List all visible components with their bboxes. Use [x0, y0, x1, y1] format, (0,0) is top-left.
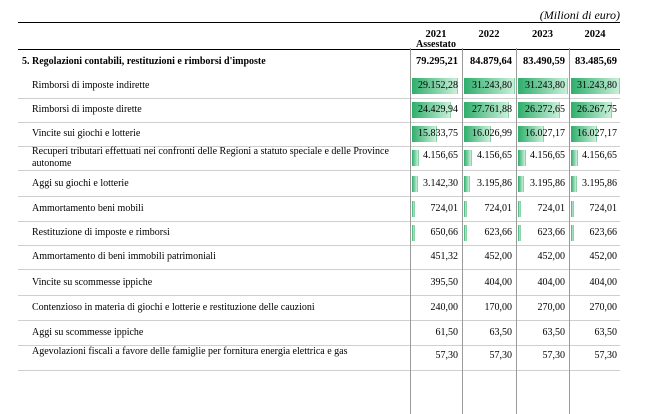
value-cell [411, 321, 461, 345]
value-cell [570, 172, 620, 196]
column-header-2023: 2023 [532, 29, 553, 40]
column-divider [569, 48, 570, 414]
value-text: 79.295,21 [416, 56, 458, 67]
row-label: Aggi su giochi e lotterie [32, 178, 129, 189]
value-cell [463, 98, 515, 122]
row-divider [18, 269, 620, 270]
value-cell [517, 296, 568, 320]
value-text: 31.243,80 [525, 80, 565, 91]
table-row [18, 271, 620, 295]
value-cell [517, 321, 568, 345]
value-text: 63,50 [489, 327, 512, 338]
value-text: 451,32 [430, 251, 458, 262]
value-cell [570, 122, 620, 146]
value-cell [570, 146, 620, 170]
table-row [18, 197, 620, 221]
value-cell [463, 50, 515, 74]
value-cell [570, 98, 620, 122]
value-cell [570, 197, 620, 221]
value-text: 3.195,86 [582, 178, 617, 189]
value-text: 270,00 [589, 302, 617, 313]
value-text: 57,30 [435, 350, 458, 361]
value-text: 57,30 [594, 350, 617, 361]
table-total-row [18, 50, 620, 74]
value-text: 29.152,28 [418, 80, 458, 91]
value-cell [570, 74, 620, 98]
data-bar [412, 225, 415, 241]
value-text: 623,66 [484, 227, 512, 238]
data-bar [518, 176, 524, 192]
unit-note: (Milioni di euro) [539, 8, 620, 22]
value-cell [411, 122, 461, 146]
column-divider [410, 48, 411, 414]
value-text: 650,66 [430, 227, 458, 238]
data-bar [518, 150, 526, 166]
value-cell [411, 346, 461, 370]
row-label: Contenzioso in materia di giochi e lotterie e restituzione delle cauzioni [32, 302, 315, 313]
value-cell [570, 296, 620, 320]
value-text: 26.272,65 [525, 104, 565, 115]
value-cell [411, 271, 461, 295]
value-text: 404,00 [484, 277, 512, 288]
value-text: 27.761,88 [472, 104, 512, 115]
column-divider [516, 48, 517, 414]
value-cell [463, 346, 515, 370]
value-text: 4.156,65 [423, 150, 458, 161]
data-bar [464, 201, 467, 217]
table-row [18, 346, 620, 370]
value-text: 395,50 [430, 277, 458, 288]
value-cell [411, 172, 461, 196]
value-cell [517, 245, 568, 269]
table-row [18, 321, 620, 345]
row-label: Agevolazioni fiscali a favore delle famiglie per fornitura energia elettrica e gas [32, 346, 348, 357]
value-text: 404,00 [589, 277, 617, 288]
row-label: Ammortamento di beni immobili patrimoniali [32, 251, 216, 262]
value-cell [411, 296, 461, 320]
value-text: 452,00 [537, 251, 565, 262]
data-bar [571, 176, 577, 192]
value-text: 57,30 [542, 350, 565, 361]
value-text: 63,50 [542, 327, 565, 338]
value-cell [517, 221, 568, 245]
value-cell [411, 245, 461, 269]
table-row [18, 74, 620, 98]
value-cell [570, 221, 620, 245]
value-cell [570, 346, 620, 370]
column-header-2022: 2022 [478, 29, 500, 40]
value-text: 404,00 [537, 277, 565, 288]
value-cell [463, 271, 515, 295]
row-label: Vincite sui giochi e lotterie [32, 128, 141, 139]
value-text: 623,66 [537, 227, 565, 238]
value-cell [463, 146, 515, 170]
value-text: 240,00 [430, 302, 458, 313]
table-row [18, 245, 620, 269]
value-cell [570, 245, 620, 269]
value-cell [463, 296, 515, 320]
value-text: 16.026,99 [472, 128, 512, 139]
value-cell [463, 74, 515, 98]
row-label: Aggi su scommesse ippiche [32, 327, 144, 338]
column-header-2024: 2024 [584, 29, 606, 40]
row-label: Rimborsi di imposte dirette [32, 104, 142, 115]
value-cell [517, 172, 568, 196]
value-text: 270,00 [537, 302, 565, 313]
value-cell [463, 172, 515, 196]
value-text: 3.142,30 [423, 178, 458, 189]
value-text: 84.879,64 [470, 56, 512, 67]
data-bar [464, 176, 470, 192]
data-bar [571, 150, 578, 166]
value-text: 724,01 [589, 203, 617, 214]
table-row [18, 296, 620, 320]
row-label: Recuperi tributari effettuati nei confronti delle Regioni a statuto speciale e delle Province autonome [32, 146, 389, 169]
value-cell [463, 122, 515, 146]
value-text: 83.485,69 [575, 56, 617, 67]
data-bar [464, 150, 472, 166]
value-cell [517, 74, 568, 98]
value-cell [463, 245, 515, 269]
data-bar [518, 201, 521, 217]
value-text: 31.243,80 [577, 80, 617, 91]
value-text: 4.156,65 [530, 150, 565, 161]
data-bar [518, 225, 521, 241]
row-label: 5. Regolazioni contabili, restituzioni e rimborsi d'imposte [22, 56, 266, 67]
value-cell [517, 197, 568, 221]
value-cell [411, 50, 461, 74]
data-bar [412, 176, 418, 192]
value-text: 4.156,65 [582, 150, 617, 161]
value-text: 4.156,65 [477, 150, 512, 161]
value-text: 57,30 [489, 350, 512, 361]
row-divider [18, 170, 620, 171]
value-text: 170,00 [484, 302, 512, 313]
value-text: 724,01 [484, 203, 512, 214]
data-bar [571, 225, 574, 241]
value-text: 452,00 [484, 251, 512, 262]
value-cell [517, 146, 568, 170]
value-text: 3.195,86 [477, 178, 512, 189]
row-divider [18, 370, 620, 371]
value-text: 24.429,94 [418, 104, 458, 115]
value-cell [411, 98, 461, 122]
value-text: 724,01 [430, 203, 458, 214]
data-bar [412, 201, 415, 217]
column-header-2021: 2021 Assestato [416, 29, 456, 50]
data-bar [464, 225, 467, 241]
value-text: 63,50 [594, 327, 617, 338]
value-cell [570, 271, 620, 295]
table-row [18, 98, 620, 122]
row-label: Restituzione di imposte e rimborsi [32, 227, 170, 238]
value-cell [517, 271, 568, 295]
row-label: Rimborsi di imposte indirette [32, 80, 150, 91]
column-divider [462, 48, 463, 414]
value-cell [411, 74, 461, 98]
value-cell [517, 98, 568, 122]
value-text: 724,01 [537, 203, 565, 214]
value-text: 16.027,17 [525, 128, 565, 139]
value-text: 31.243,80 [472, 80, 512, 91]
table-header [18, 22, 620, 50]
value-cell [411, 221, 461, 245]
table-row [18, 146, 620, 170]
value-text: 26.267,75 [577, 104, 617, 115]
row-label: Vincite su scommesse ippiche [32, 277, 153, 288]
table-row [18, 172, 620, 196]
value-text: 3.195,86 [530, 178, 565, 189]
table-row [18, 122, 620, 146]
value-cell [411, 146, 461, 170]
value-text: 83.490,59 [523, 56, 565, 67]
row-label: Ammortamento beni mobili [32, 203, 144, 214]
value-cell [463, 197, 515, 221]
value-text: 61,50 [435, 327, 458, 338]
value-text: 452,00 [589, 251, 617, 262]
value-cell [570, 321, 620, 345]
value-cell [463, 321, 515, 345]
value-text: 15.833,75 [418, 128, 458, 139]
table-row [18, 221, 620, 245]
value-text: 623,66 [589, 227, 617, 238]
data-bar [571, 201, 574, 217]
value-cell [463, 221, 515, 245]
value-cell [411, 197, 461, 221]
value-cell [517, 50, 568, 74]
value-cell [517, 122, 568, 146]
value-text: 16.027,17 [577, 128, 617, 139]
value-cell [570, 50, 620, 74]
data-bar [412, 150, 419, 166]
value-cell [517, 346, 568, 370]
